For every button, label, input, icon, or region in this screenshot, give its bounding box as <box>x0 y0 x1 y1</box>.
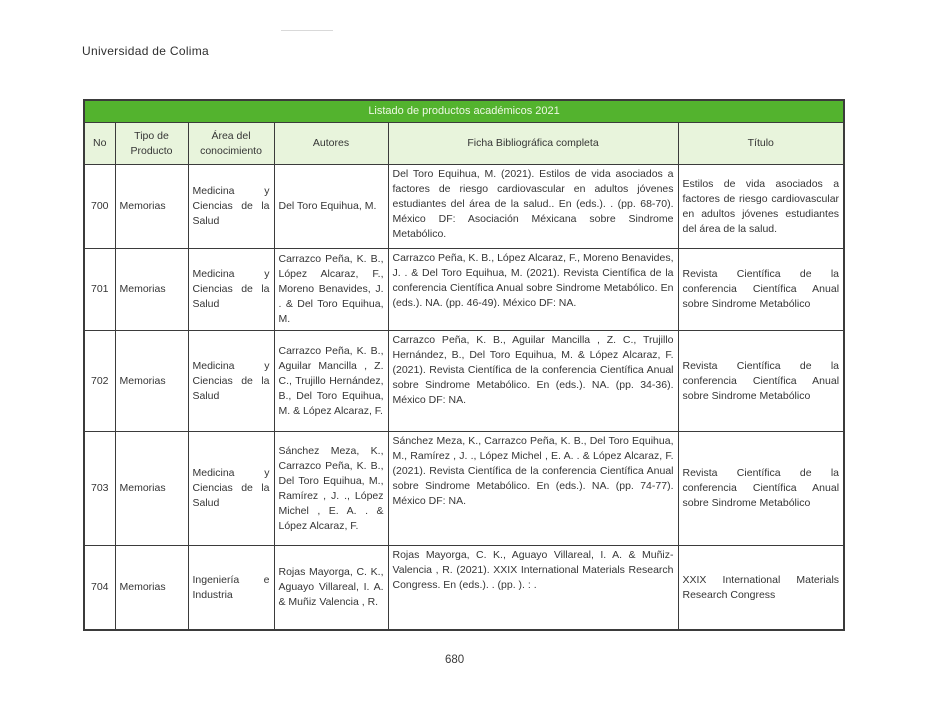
col-header-autores: Autores <box>274 123 388 165</box>
cell-tipo-producto: Memorias <box>115 331 188 432</box>
cell-titulo: XXIX International Materials Research Congress <box>678 546 844 631</box>
cell-autores: Del Toro Equihua, M. <box>274 165 388 249</box>
cell-no: 702 <box>84 331 115 432</box>
cell-area-conocimiento: Medicina y Ciencias de la Salud <box>188 165 274 249</box>
cell-no: 703 <box>84 432 115 546</box>
col-header-tipo-producto: Tipo de Producto <box>115 123 188 165</box>
scan-artifact-line <box>281 30 333 31</box>
table-row <box>84 432 844 546</box>
table-row <box>84 249 844 331</box>
cell-area-conocimiento: Medicina y Ciencias de la Salud <box>188 432 274 546</box>
cell-titulo: Revista Científica de la conferencia Científica Anual sobre Sindrome Metabólico <box>678 432 844 546</box>
cell-no: 704 <box>84 546 115 631</box>
table-header-row <box>84 123 844 165</box>
cell-ficha-bibliografica: Rojas Mayorga, C. K., Aguayo Villareal, I. A. & Muñiz-Valencia , R. (2021). XXIX International Materials Research Congress. En (eds.). . (pp. ). : . <box>388 546 678 631</box>
cell-autores: Rojas Mayorga, C. K., Aguayo Villareal, I. A. & Muñiz Valencia , R. <box>274 546 388 631</box>
cell-area-conocimiento: Medicina y Ciencias de la Salud <box>188 331 274 432</box>
cell-autores: Carrazco Peña, K. B., López Alcaraz, F., Moreno Benavides, J. . & Del Toro Equihua, M. <box>274 249 388 331</box>
cell-area-conocimiento: Ingeniería e Industria <box>188 546 274 631</box>
cell-ficha-bibliografica: Del Toro Equihua, M. (2021). Estilos de vida asociados a factores de riesgo cardiovascular en adultos jóvenes estudiantes del área de la salud.. En (eds.). . (pp. 68-70). México DF: Asociación Méxicana sobre Sindrome Metabólico. <box>388 165 678 249</box>
cell-titulo: Revista Científica de la conferencia Científica Anual sobre Sindrome Metabólico <box>678 249 844 331</box>
cell-tipo-producto: Memorias <box>115 546 188 631</box>
cell-area-conocimiento: Medicina y Ciencias de la Salud <box>188 249 274 331</box>
page-number: 680 <box>445 654 465 666</box>
cell-ficha-bibliografica: Carrazco Peña, K. B., Aguilar Mancilla , Z. C., Trujillo Hernández, B., Del Toro Equihua, M. & López Alcaraz, F. (2021). Revista Científica de la conferencia Científica Anual sobre Sindrome Metabólico. En (eds.). NA. (pp. 34-36). México DF: NA. <box>388 331 678 432</box>
cell-tipo-producto: Memorias <box>115 249 188 331</box>
cell-autores: Sánchez Meza, K., Carrazco Peña, K. B., Del Toro Equihua, M., Ramírez , J. ., López Michel , E. A. . & López Alcaraz, F. <box>274 432 388 546</box>
table-row <box>84 165 844 249</box>
table-title: Listado de productos académicos 2021 <box>84 100 844 123</box>
cell-autores: Carrazco Peña, K. B., Aguilar Mancilla , Z. C., Trujillo Hernández, B., Del Toro Equihua, M. & López Alcaraz, F. <box>274 331 388 432</box>
cell-titulo: Estilos de vida asociados a factores de riesgo cardiovascular en adultos jóvenes estudiantes del área de la salud. <box>678 165 844 249</box>
cell-tipo-producto: Memorias <box>115 432 188 546</box>
academic-products-table <box>83 99 845 631</box>
cell-titulo: Revista Científica de la conferencia Científica Anual sobre Sindrome Metabólico <box>678 331 844 432</box>
col-header-area-conocimiento: Área del conocimiento <box>188 123 274 165</box>
letterhead: Universidad de Colima <box>82 44 210 58</box>
table-title-row <box>84 100 844 123</box>
cell-no: 700 <box>84 165 115 249</box>
table-row <box>84 331 844 432</box>
col-header-titulo: Título <box>678 123 844 165</box>
col-header-no: No <box>84 123 115 165</box>
cell-ficha-bibliografica: Carrazco Peña, K. B., López Alcaraz, F., Moreno Benavides, J. . & Del Toro Equihua, M. (2021). Revista Científica de la conferencia Científica Anual sobre Sindrome Metabólico. En (eds.). NA. (pp. 46-49). México DF: NA. <box>388 249 678 331</box>
cell-tipo-producto: Memorias <box>115 165 188 249</box>
col-header-ficha-bibliografica: Ficha Bibliográfica completa <box>388 123 678 165</box>
cell-ficha-bibliografica: Sánchez Meza, K., Carrazco Peña, K. B., Del Toro Equihua, M., Ramírez , J. ., López Michel , E. A. . & López Alcaraz, F. (2021). Revista Científica de la conferencia Científica Anual sobre Sindrome Metabólico. En (eds.). NA. (pp. 74-77). México DF: NA. <box>388 432 678 546</box>
cell-no: 701 <box>84 249 115 331</box>
table-row <box>84 546 844 631</box>
